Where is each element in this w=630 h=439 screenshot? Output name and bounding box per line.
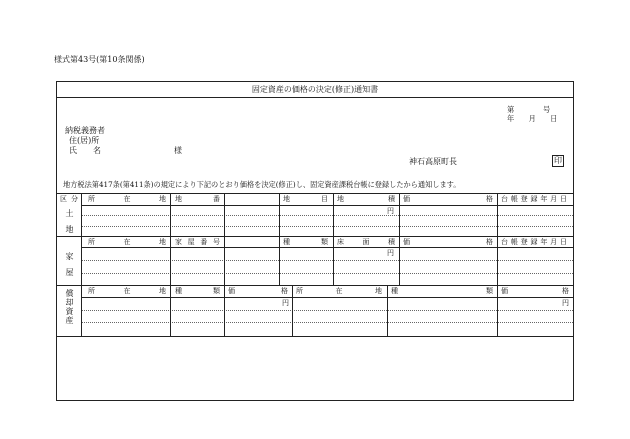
- land-col-register-date: 台 帳 登 録 年 月 日: [501, 195, 567, 203]
- depreciable-yen-unit-1: 円: [282, 299, 289, 307]
- notice-form: [56, 81, 574, 401]
- land-label-vertical: 土地: [65, 209, 74, 241]
- house-col-house-number: 家 屋 番 号: [175, 238, 220, 246]
- column-line: [497, 193, 498, 285]
- house-row-line: [81, 273, 573, 274]
- table-bottom-line: [81, 336, 573, 337]
- official-seal-box: 印: [554, 156, 562, 165]
- house-yen-unit: 円: [387, 249, 394, 257]
- land-header-line: [81, 205, 573, 206]
- column-line: [399, 193, 400, 285]
- depreciable-yen-unit-2: 円: [562, 299, 569, 307]
- mayor-name: 神石高原町長: [409, 157, 457, 166]
- section-header-label: 区 分: [60, 195, 78, 203]
- land-col-lot-number: 地 番: [175, 195, 220, 203]
- house-header-line: [81, 247, 573, 248]
- column-line: [333, 193, 334, 285]
- house-col-type: 種 類: [283, 238, 328, 246]
- land-col-location: 所 在 地: [88, 195, 166, 203]
- depreciable-col-location-1: 所 在 地: [88, 287, 166, 295]
- house-col-floor-area: 床 面 積: [337, 238, 395, 246]
- column-line: [497, 285, 498, 336]
- house-label: [61, 252, 77, 284]
- land-col-price: 価 格: [403, 195, 493, 203]
- land-house-divider: [57, 236, 573, 237]
- document-number-label: 第 号: [507, 105, 551, 114]
- house-row-line: [81, 260, 573, 261]
- column-line: [387, 285, 388, 336]
- form-title: 固定資産の価格の決定(修正)通知書: [251, 85, 379, 94]
- column-line: [292, 285, 293, 336]
- house-col-register-date: 台 帳 登 録 年 月 日: [501, 238, 567, 246]
- depreciable-col-location-2: 所 在 地: [296, 287, 382, 295]
- depreciable-row-line: [81, 310, 573, 311]
- depreciable-row-line: [81, 322, 573, 323]
- table-top-line: [57, 193, 573, 194]
- land-row-line: [81, 215, 573, 216]
- column-line: [170, 193, 171, 285]
- depreciable-col-price-2: 価 格: [501, 287, 569, 295]
- address-label: 住(居)所: [69, 136, 100, 145]
- house-depreciable-divider: [57, 285, 573, 286]
- land-col-land-category: 地 目: [283, 195, 328, 203]
- depreciable-header-line: [81, 297, 573, 298]
- notice-text: 地方税法第417条(第411条)の規定により下記のとおり価格を決定(修正)し、固定資産課税台帳に登録したから通知します。: [63, 180, 461, 189]
- house-col-price: 価 格: [403, 238, 493, 246]
- land-label: [61, 209, 77, 241]
- form-number: 様式第43号(第10条関係): [54, 55, 145, 64]
- depreciable-label-vertical: 償却資産: [65, 289, 74, 325]
- depreciable-label: [61, 289, 77, 325]
- name-label: 氏 名: [69, 146, 101, 155]
- column-line: [170, 285, 171, 336]
- category-column-line: [81, 193, 82, 336]
- column-line: [279, 193, 280, 285]
- land-yen-unit: 円: [387, 207, 394, 215]
- column-line: [224, 193, 225, 285]
- date-label: 年 月 日: [507, 114, 558, 123]
- category-bottom-line: [57, 336, 81, 337]
- land-col-area: 地 積: [337, 195, 395, 203]
- taxpayer-label: 納税義務者: [65, 126, 105, 135]
- honorific: 様: [174, 146, 182, 155]
- depreciable-col-type-2: 種 類: [391, 287, 493, 295]
- column-line: [224, 285, 225, 336]
- depreciable-col-price-1: 価 格: [228, 287, 288, 295]
- land-row-line: [81, 226, 573, 227]
- depreciable-col-type-1: 種 類: [175, 287, 220, 295]
- house-col-location: 所 在 地: [88, 238, 166, 246]
- title-divider: [57, 97, 573, 98]
- house-label-vertical: 家屋: [65, 252, 74, 284]
